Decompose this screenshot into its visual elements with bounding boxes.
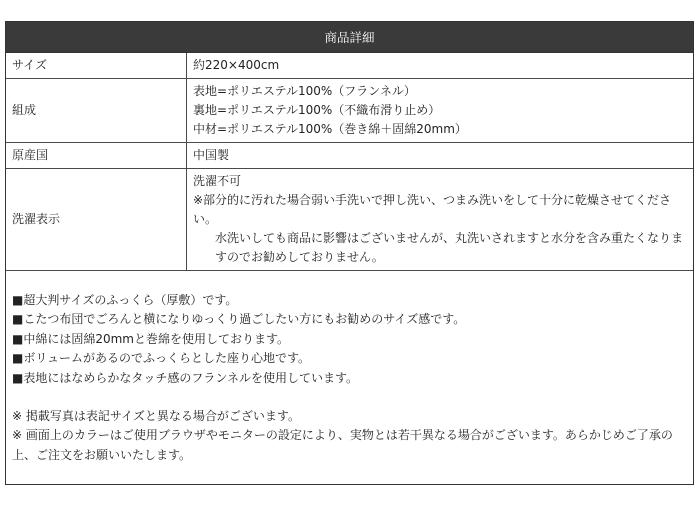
feature-item: ■ボリュームがあるのでふっくらとした座り心地です。 — [12, 351, 311, 366]
feature-item: ■超大判サイズのふっくら（厚敷）です。 — [12, 293, 238, 307]
washing-line: ※部分的に汚れた場合弱い手洗いで押し洗い、つまみ洗いをして十分に乾燥させてください。 — [193, 193, 672, 226]
notes-section — [6, 271, 693, 465]
table-row — [6, 169, 693, 271]
spec-label-size: サイズ — [6, 53, 187, 79]
table-row — [6, 53, 693, 79]
feature-item: ■表地にはなめらかなタッチ感のフランネルを使用しています。 — [12, 370, 359, 385]
spacer — [12, 388, 687, 407]
spec-table — [6, 53, 693, 271]
spec-value-composition — [187, 79, 694, 143]
spec-label-composition: 組成 — [6, 79, 187, 143]
product-details-panel — [5, 21, 694, 485]
table-row — [6, 79, 693, 143]
composition-line: 表地=ポリエステル100%（フランネル） — [193, 84, 416, 98]
washing-line: 水洗いしても商品に影響はございませんが、丸洗いされますと水分を含み重たくなりますのでお勧めしておりません。 — [215, 231, 684, 264]
disclaimer-item: ※ 画面上のカラーはご使用ブラウザやモニターの設定により、実物とは若干異なる場合がございます。あらかじめご了承の上、ご注文をお願いいたします。 — [12, 428, 673, 462]
spec-value-washing — [187, 169, 694, 271]
table-row — [6, 143, 693, 169]
section-title: 商品詳細 — [6, 22, 693, 53]
feature-item: ■中綿には固綿20mmと巻綿を使用しております。 — [12, 331, 290, 346]
washing-line: 洗濯不可 — [193, 174, 242, 188]
spec-label-washing: 洗濯表示 — [6, 169, 187, 271]
spec-value-size: 約220×400cm — [187, 53, 694, 79]
disclaimer-item: ※ 掲載写真は表記サイズと異なる場合がございます。 — [12, 409, 300, 424]
spec-label-origin: 原産国 — [6, 143, 187, 169]
feature-item: ■こたつ布団でごろんと横になりゆっくり過ごしたい方にもお勧めのサイズ感です。 — [12, 312, 466, 327]
composition-line: 中材=ポリエステル100%（巻き綿＋固綿20mm） — [193, 122, 467, 136]
composition-line: 裏地=ポリエステル100%（不織布滑り止め） — [193, 103, 441, 117]
spec-value-origin: 中国製 — [187, 143, 694, 169]
